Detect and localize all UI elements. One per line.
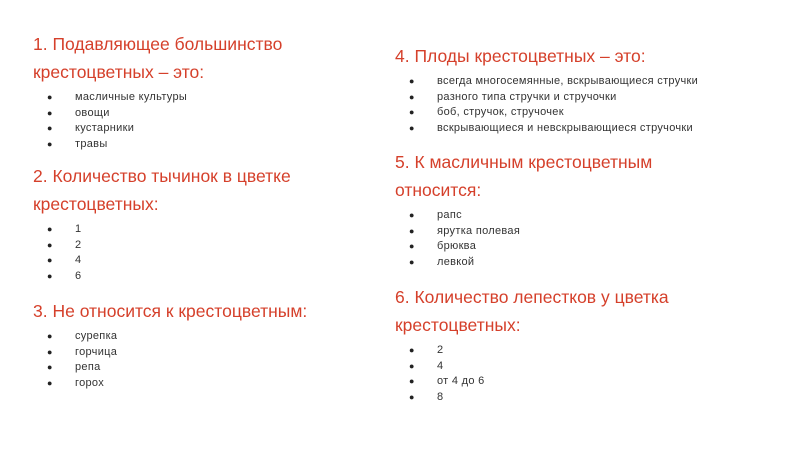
option-item: [395, 121, 698, 137]
option-item: [33, 121, 282, 137]
question-3: [33, 297, 307, 391]
bullet-icon: ●: [47, 346, 53, 357]
option-label: ярутка полевая: [437, 224, 521, 237]
option-label: 8: [437, 390, 444, 403]
option-label: боб, стручок, стручочек: [437, 106, 564, 118]
option-item: [395, 359, 669, 375]
option-item: [33, 360, 307, 376]
option-item: [395, 224, 652, 240]
question-2: [33, 162, 291, 284]
option-item: [395, 390, 669, 406]
question-3-title-line1: 3. Не относится к крестоцветным:: [33, 301, 308, 321]
question-1-title-line1: 1. Подавляющее большинство: [33, 34, 283, 54]
bullet-icon: ●: [47, 123, 53, 133]
option-label: 1: [75, 223, 82, 235]
question-4: [395, 42, 698, 136]
option-item: [395, 90, 698, 106]
bullet-icon: ●: [409, 241, 415, 251]
option-label: кустарники: [75, 122, 135, 134]
option-label: репа: [75, 361, 101, 373]
question-6: [395, 283, 669, 405]
bullet-icon: ●: [409, 360, 415, 371]
option-label: левкой: [437, 255, 475, 268]
bullet-icon: ●: [47, 107, 53, 118]
option-label: рапс: [437, 209, 462, 221]
option-item: [395, 74, 698, 90]
option-item: [33, 137, 282, 153]
option-label: 2: [75, 238, 82, 251]
bullet-icon: ●: [47, 224, 53, 234]
option-label: от 4 до 6: [437, 375, 485, 387]
option-item: [395, 374, 669, 390]
question-5-title-line1: 5. К масличным крестоцветным: [395, 152, 653, 172]
option-label: 4: [75, 254, 82, 266]
question-6-options: [395, 343, 669, 405]
option-label: горчица: [75, 345, 118, 358]
question-6-title-line1: 6. Количество лепестков у цветка: [395, 287, 669, 307]
bullet-icon: ●: [47, 138, 53, 149]
bullet-icon: ●: [409, 376, 415, 386]
question-2-title-line2: крестоцветных:: [33, 194, 159, 214]
option-item: [33, 329, 307, 345]
option-item: [33, 345, 307, 361]
option-item: [33, 90, 282, 106]
option-label: 4: [437, 359, 444, 372]
question-6-title-line2: крестоцветных:: [395, 315, 521, 335]
option-item: [395, 343, 669, 359]
bullet-icon: ●: [47, 362, 53, 372]
option-item: [33, 238, 291, 254]
question-6-title: [395, 283, 669, 339]
question-3-options: [33, 329, 307, 391]
question-2-options: [33, 222, 291, 284]
bullet-icon: ●: [47, 239, 53, 250]
option-item: [33, 222, 291, 238]
bullet-icon: ●: [409, 76, 415, 86]
option-item: [33, 269, 291, 285]
option-label: 2: [437, 344, 444, 356]
option-label: разного типа стручки и стручочки: [437, 90, 617, 103]
option-label: брюква: [437, 240, 477, 252]
bullet-icon: ●: [409, 107, 415, 117]
question-2-title-line1: 2. Количество тычинок в цветке: [33, 166, 291, 186]
question-5-options: [395, 208, 652, 270]
bullet-icon: ●: [409, 391, 415, 402]
question-1-title-line2: крестоцветных – это:: [33, 62, 205, 82]
option-item: [33, 106, 282, 122]
option-item: [395, 208, 652, 224]
question-5: [395, 148, 652, 270]
bullet-icon: ●: [409, 345, 415, 355]
bullet-icon: ●: [47, 92, 53, 102]
bullet-icon: ●: [47, 331, 53, 341]
question-4-options: [395, 74, 698, 136]
option-item: [33, 376, 307, 392]
option-item: [33, 253, 291, 269]
option-item: [395, 239, 652, 255]
bullet-icon: ●: [409, 225, 415, 236]
question-2-title: [33, 162, 291, 218]
question-5-title-line2: относится:: [395, 180, 482, 200]
option-item: [395, 105, 698, 121]
option-label: травы: [75, 137, 108, 150]
bullet-icon: ●: [409, 210, 415, 220]
option-label: сурепка: [75, 330, 118, 342]
bullet-icon: ●: [409, 122, 415, 133]
option-label: овощи: [75, 106, 110, 119]
option-label: горох: [75, 376, 104, 389]
bullet-icon: ●: [47, 377, 53, 388]
question-1: [33, 30, 282, 152]
option-label: всегда многосемянные, вскрывающиеся стручки: [437, 75, 699, 87]
question-4-title: [395, 42, 698, 70]
bullet-icon: ●: [47, 270, 53, 281]
bullet-icon: ●: [47, 255, 53, 265]
option-label: вскрывающиеся и невскрывающиеся стручочки: [437, 121, 693, 134]
bullet-icon: ●: [409, 256, 415, 267]
option-label: 6: [75, 269, 82, 282]
question-3-title: [33, 297, 307, 325]
bullet-icon: ●: [409, 91, 415, 102]
question-4-title-line1: 4. Плоды крестоцветных – это:: [395, 46, 646, 66]
question-1-title: [33, 30, 282, 86]
question-5-title: [395, 148, 652, 204]
question-1-options: [33, 90, 282, 152]
option-label: масличные культуры: [75, 91, 188, 103]
option-item: [395, 255, 652, 271]
